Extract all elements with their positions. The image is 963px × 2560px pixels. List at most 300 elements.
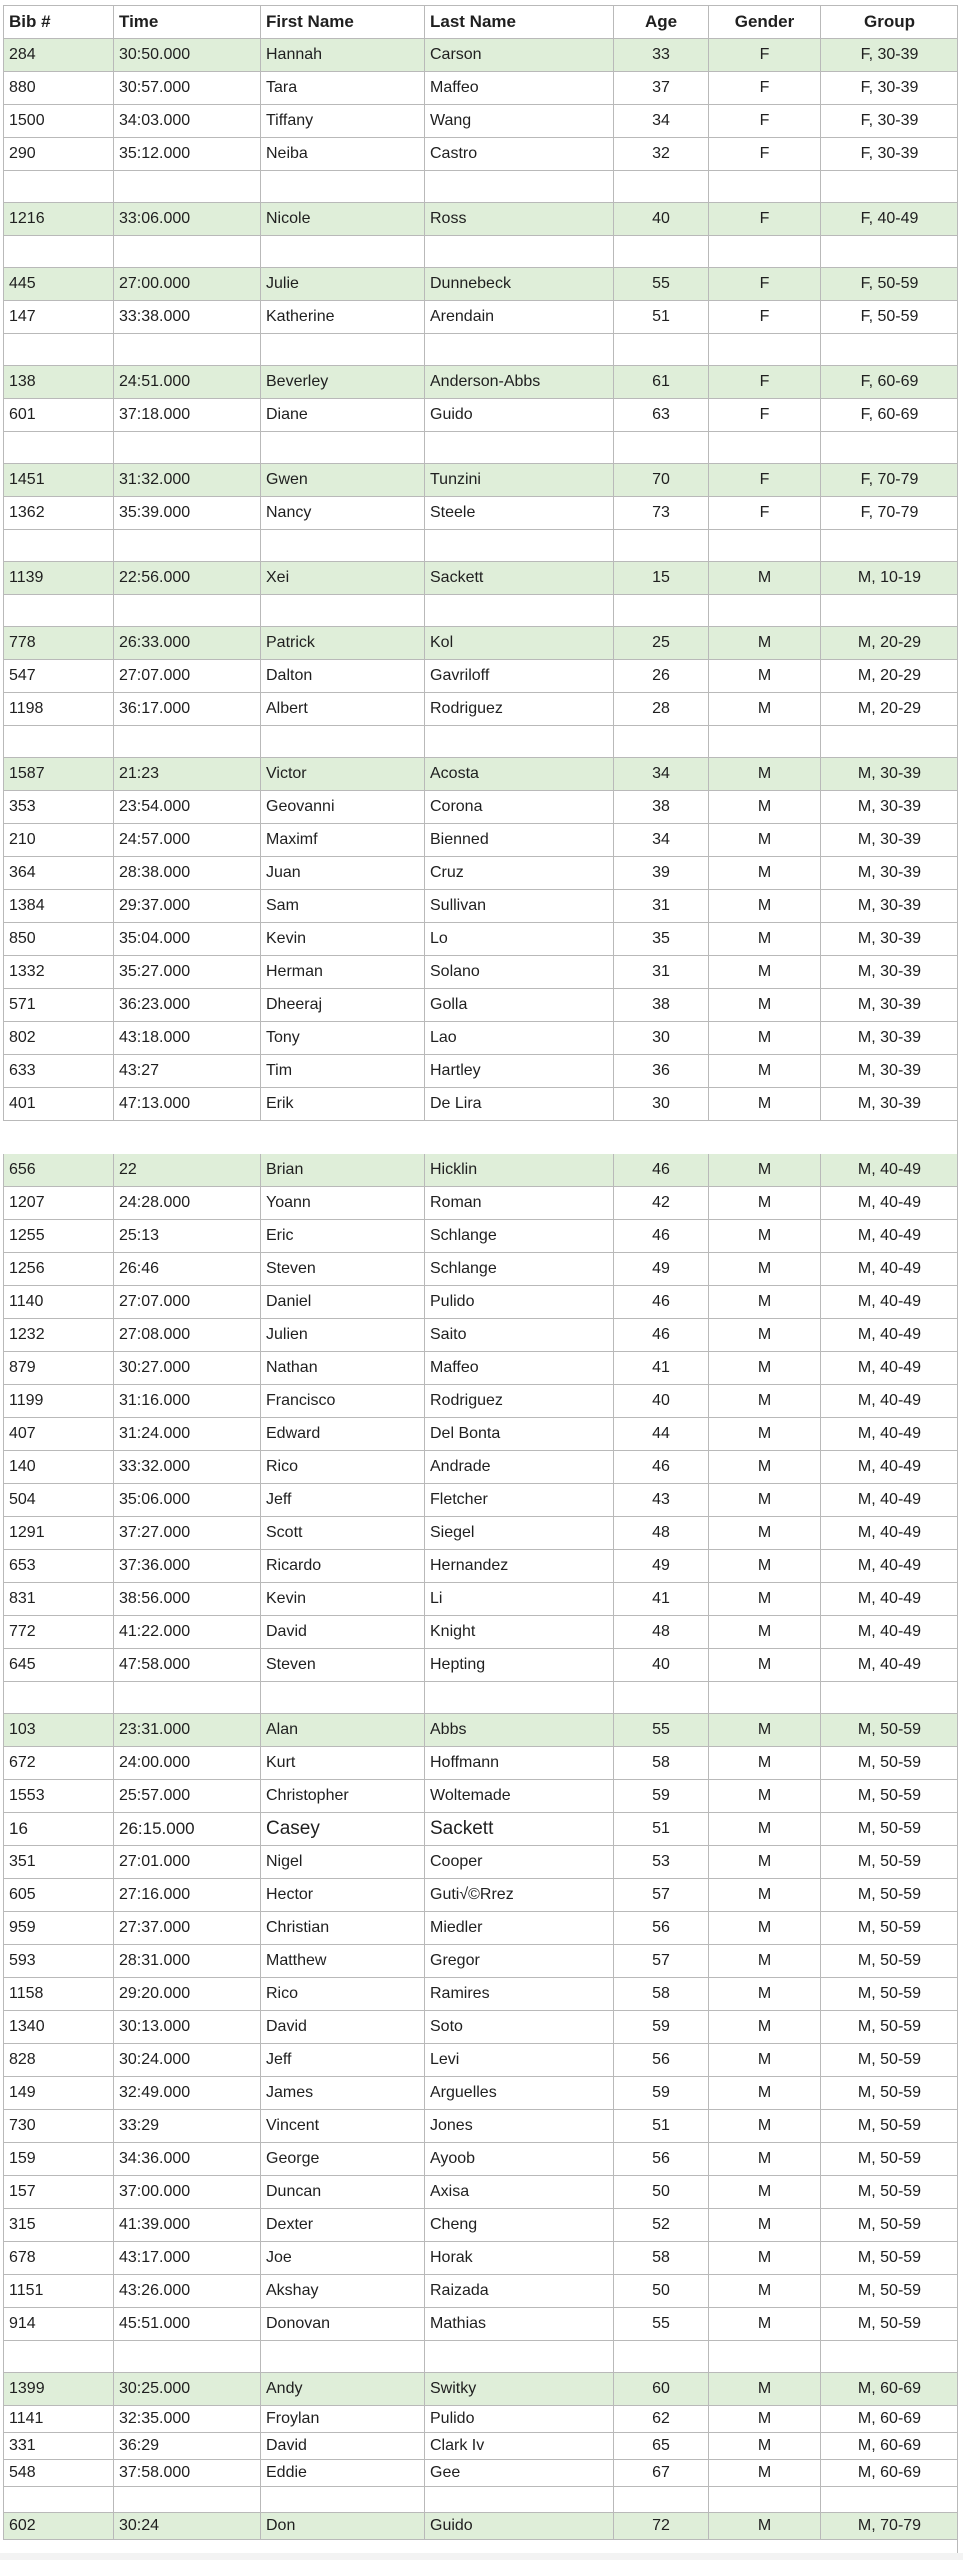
- cell-time[interactable]: 24:57.000: [114, 824, 261, 857]
- cell-gender[interactable]: [709, 1682, 821, 1714]
- header-age[interactable]: Age: [614, 6, 709, 39]
- cell-group[interactable]: F, 50-59: [821, 301, 959, 334]
- cell-last-name[interactable]: Pulido: [425, 2406, 614, 2433]
- cell-first-name[interactable]: Jeff: [261, 1484, 425, 1517]
- cell-first-name[interactable]: Herman: [261, 956, 425, 989]
- cell-bib[interactable]: 1139: [4, 562, 114, 595]
- cell-gender[interactable]: F: [709, 497, 821, 530]
- cell-group[interactable]: F, 30-39: [821, 39, 959, 72]
- cell-gender[interactable]: M: [709, 824, 821, 857]
- cell-bib[interactable]: [4, 2487, 114, 2513]
- cell-last-name[interactable]: Hepting: [425, 1649, 614, 1682]
- cell-time[interactable]: 37:00.000: [114, 2176, 261, 2209]
- cell-time[interactable]: 35:04.000: [114, 923, 261, 956]
- cell-gender[interactable]: M: [709, 1319, 821, 1352]
- cell-group[interactable]: [821, 726, 959, 758]
- cell-gender[interactable]: [709, 334, 821, 366]
- cell-last-name[interactable]: Ayoob: [425, 2143, 614, 2176]
- cell-first-name[interactable]: Kurt: [261, 1747, 425, 1780]
- header-gender[interactable]: Gender: [709, 6, 821, 39]
- cell-last-name[interactable]: [425, 595, 614, 627]
- cell-last-name[interactable]: Switky: [425, 2373, 614, 2406]
- cell-gender[interactable]: M: [709, 1550, 821, 1583]
- cell-last-name[interactable]: Ross: [425, 203, 614, 236]
- cell-age[interactable]: 25: [614, 627, 709, 660]
- cell-gender[interactable]: M: [709, 1055, 821, 1088]
- cell-gender[interactable]: M: [709, 1253, 821, 1286]
- cell-age[interactable]: 38: [614, 989, 709, 1022]
- cell-last-name[interactable]: Gavriloff: [425, 660, 614, 693]
- cell-last-name[interactable]: Golla: [425, 989, 614, 1022]
- cell-bib[interactable]: 138: [4, 366, 114, 399]
- cell-age[interactable]: [614, 334, 709, 366]
- cell-first-name[interactable]: Neiba: [261, 138, 425, 171]
- cell-first-name[interactable]: Victor: [261, 758, 425, 791]
- cell-gender[interactable]: M: [709, 2513, 821, 2540]
- cell-age[interactable]: 32: [614, 138, 709, 171]
- cell-last-name[interactable]: Cooper: [425, 1846, 614, 1879]
- cell-gender[interactable]: M: [709, 1088, 821, 1121]
- cell-age[interactable]: 46: [614, 1154, 709, 1187]
- cell-age[interactable]: 43: [614, 1484, 709, 1517]
- cell-time[interactable]: 24:51.000: [114, 366, 261, 399]
- cell-gender[interactable]: F: [709, 105, 821, 138]
- cell-gender[interactable]: [709, 726, 821, 758]
- cell-age[interactable]: 39: [614, 857, 709, 890]
- cell-first-name[interactable]: Kevin: [261, 1583, 425, 1616]
- cell-group[interactable]: M, 50-59: [821, 2176, 959, 2209]
- cell-last-name[interactable]: Arguelles: [425, 2077, 614, 2110]
- cell-time[interactable]: [114, 530, 261, 562]
- cell-first-name[interactable]: Sam: [261, 890, 425, 923]
- header-last-name[interactable]: Last Name: [425, 6, 614, 39]
- cell-gender[interactable]: M: [709, 1352, 821, 1385]
- cell-age[interactable]: 49: [614, 1253, 709, 1286]
- cell-last-name[interactable]: Schlange: [425, 1220, 614, 1253]
- cell-bib[interactable]: 645: [4, 1649, 114, 1682]
- cell-age[interactable]: 38: [614, 791, 709, 824]
- cell-age[interactable]: 34: [614, 758, 709, 791]
- cell-gender[interactable]: M: [709, 923, 821, 956]
- cell-group[interactable]: [821, 1121, 959, 1154]
- cell-time[interactable]: 35:06.000: [114, 1484, 261, 1517]
- cell-age[interactable]: 46: [614, 1220, 709, 1253]
- cell-first-name[interactable]: Andy: [261, 2373, 425, 2406]
- cell-bib[interactable]: [4, 236, 114, 268]
- cell-bib[interactable]: 914: [4, 2308, 114, 2341]
- cell-gender[interactable]: M: [709, 1418, 821, 1451]
- cell-age[interactable]: 56: [614, 2143, 709, 2176]
- cell-age[interactable]: 51: [614, 2110, 709, 2143]
- cell-age[interactable]: 51: [614, 1813, 709, 1846]
- cell-group[interactable]: F, 60-69: [821, 399, 959, 432]
- cell-time[interactable]: 24:00.000: [114, 1747, 261, 1780]
- cell-first-name[interactable]: David: [261, 2011, 425, 2044]
- cell-gender[interactable]: M: [709, 1484, 821, 1517]
- cell-first-name[interactable]: Matthew: [261, 1945, 425, 1978]
- cell-time[interactable]: 41:22.000: [114, 1616, 261, 1649]
- cell-gender[interactable]: M: [709, 2143, 821, 2176]
- cell-gender[interactable]: M: [709, 2242, 821, 2275]
- cell-age[interactable]: [614, 236, 709, 268]
- cell-gender[interactable]: [709, 595, 821, 627]
- cell-gender[interactable]: F: [709, 138, 821, 171]
- cell-age[interactable]: 33: [614, 39, 709, 72]
- cell-time[interactable]: [114, 171, 261, 203]
- cell-age[interactable]: 59: [614, 2077, 709, 2110]
- cell-first-name[interactable]: Maximf: [261, 824, 425, 857]
- cell-first-name[interactable]: Rico: [261, 1451, 425, 1484]
- cell-group[interactable]: F, 70-79: [821, 497, 959, 530]
- cell-first-name[interactable]: [261, 1682, 425, 1714]
- cell-gender[interactable]: M: [709, 1286, 821, 1319]
- cell-first-name[interactable]: Nathan: [261, 1352, 425, 1385]
- cell-first-name[interactable]: Steven: [261, 1253, 425, 1286]
- cell-age[interactable]: 30: [614, 1022, 709, 1055]
- cell-group[interactable]: M, 50-59: [821, 2044, 959, 2077]
- cell-gender[interactable]: [709, 236, 821, 268]
- cell-gender[interactable]: M: [709, 956, 821, 989]
- cell-last-name[interactable]: [425, 236, 614, 268]
- cell-bib[interactable]: 879: [4, 1352, 114, 1385]
- cell-bib[interactable]: 1151: [4, 2275, 114, 2308]
- cell-time[interactable]: 31:32.000: [114, 464, 261, 497]
- cell-bib[interactable]: 147: [4, 301, 114, 334]
- cell-last-name[interactable]: Castro: [425, 138, 614, 171]
- cell-age[interactable]: 60: [614, 2373, 709, 2406]
- cell-group[interactable]: M, 10-19: [821, 562, 959, 595]
- cell-group[interactable]: [821, 334, 959, 366]
- cell-age[interactable]: [614, 171, 709, 203]
- cell-last-name[interactable]: Hoffmann: [425, 1747, 614, 1780]
- cell-time[interactable]: 43:17.000: [114, 2242, 261, 2275]
- cell-first-name[interactable]: Eric: [261, 1220, 425, 1253]
- cell-group[interactable]: M, 50-59: [821, 1978, 959, 2011]
- cell-time[interactable]: 43:27: [114, 1055, 261, 1088]
- cell-time[interactable]: [114, 595, 261, 627]
- cell-group[interactable]: F, 40-49: [821, 203, 959, 236]
- cell-group[interactable]: M, 40-49: [821, 1550, 959, 1583]
- cell-last-name[interactable]: Del Bonta: [425, 1418, 614, 1451]
- cell-last-name[interactable]: Dunnebeck: [425, 268, 614, 301]
- cell-gender[interactable]: M: [709, 2406, 821, 2433]
- cell-group[interactable]: M, 30-39: [821, 989, 959, 1022]
- cell-bib[interactable]: 157: [4, 2176, 114, 2209]
- cell-age[interactable]: [614, 1121, 709, 1154]
- cell-first-name[interactable]: Erik: [261, 1088, 425, 1121]
- cell-bib[interactable]: 364: [4, 857, 114, 890]
- cell-age[interactable]: 61: [614, 366, 709, 399]
- cell-bib[interactable]: 1332: [4, 956, 114, 989]
- cell-last-name[interactable]: Wang: [425, 105, 614, 138]
- cell-bib[interactable]: 1362: [4, 497, 114, 530]
- cell-gender[interactable]: M: [709, 2110, 821, 2143]
- cell-time[interactable]: 27:16.000: [114, 1879, 261, 1912]
- cell-age[interactable]: 40: [614, 1385, 709, 1418]
- cell-group[interactable]: M, 30-39: [821, 791, 959, 824]
- cell-last-name[interactable]: Anderson-Abbs: [425, 366, 614, 399]
- cell-first-name[interactable]: Kevin: [261, 923, 425, 956]
- cell-last-name[interactable]: Levi: [425, 2044, 614, 2077]
- cell-gender[interactable]: M: [709, 1022, 821, 1055]
- cell-bib[interactable]: 880: [4, 72, 114, 105]
- cell-bib[interactable]: 548: [4, 2460, 114, 2487]
- cell-first-name[interactable]: Scott: [261, 1517, 425, 1550]
- cell-time[interactable]: 31:24.000: [114, 1418, 261, 1451]
- cell-first-name[interactable]: Christian: [261, 1912, 425, 1945]
- cell-gender[interactable]: M: [709, 1220, 821, 1253]
- cell-age[interactable]: 59: [614, 2011, 709, 2044]
- cell-time[interactable]: 36:23.000: [114, 989, 261, 1022]
- cell-gender[interactable]: M: [709, 1978, 821, 2011]
- cell-time[interactable]: 26:15.000: [114, 1813, 261, 1846]
- cell-time[interactable]: 22: [114, 1154, 261, 1187]
- cell-last-name[interactable]: Siegel: [425, 1517, 614, 1550]
- cell-time[interactable]: 45:51.000: [114, 2308, 261, 2341]
- cell-bib[interactable]: 653: [4, 1550, 114, 1583]
- cell-group[interactable]: M, 30-39: [821, 890, 959, 923]
- cell-age[interactable]: 73: [614, 497, 709, 530]
- cell-group[interactable]: M, 50-59: [821, 2110, 959, 2143]
- cell-bib[interactable]: [4, 726, 114, 758]
- cell-time[interactable]: 27:00.000: [114, 268, 261, 301]
- cell-gender[interactable]: M: [709, 1879, 821, 1912]
- cell-group[interactable]: M, 50-59: [821, 1780, 959, 1813]
- cell-bib[interactable]: 407: [4, 1418, 114, 1451]
- cell-bib[interactable]: 1141: [4, 2406, 114, 2433]
- cell-gender[interactable]: M: [709, 2176, 821, 2209]
- cell-first-name[interactable]: Alan: [261, 1714, 425, 1747]
- cell-bib[interactable]: 850: [4, 923, 114, 956]
- cell-gender[interactable]: M: [709, 989, 821, 1022]
- cell-age[interactable]: 40: [614, 203, 709, 236]
- cell-time[interactable]: 30:27.000: [114, 1352, 261, 1385]
- cell-time[interactable]: 47:13.000: [114, 1088, 261, 1121]
- cell-first-name[interactable]: [261, 171, 425, 203]
- cell-gender[interactable]: M: [709, 1517, 821, 1550]
- cell-bib[interactable]: [4, 1121, 114, 1154]
- cell-time[interactable]: 32:49.000: [114, 2077, 261, 2110]
- cell-time[interactable]: 25:57.000: [114, 1780, 261, 1813]
- cell-age[interactable]: 58: [614, 2242, 709, 2275]
- cell-bib[interactable]: 1399: [4, 2373, 114, 2406]
- cell-first-name[interactable]: Albert: [261, 693, 425, 726]
- cell-time[interactable]: 21:23: [114, 758, 261, 791]
- cell-last-name[interactable]: [425, 726, 614, 758]
- cell-first-name[interactable]: Geovanni: [261, 791, 425, 824]
- cell-gender[interactable]: M: [709, 2209, 821, 2242]
- cell-age[interactable]: 55: [614, 1714, 709, 1747]
- cell-age[interactable]: 57: [614, 1945, 709, 1978]
- cell-first-name[interactable]: Xei: [261, 562, 425, 595]
- cell-first-name[interactable]: Tara: [261, 72, 425, 105]
- cell-gender[interactable]: F: [709, 301, 821, 334]
- cell-last-name[interactable]: De Lira: [425, 1088, 614, 1121]
- cell-bib[interactable]: 959: [4, 1912, 114, 1945]
- cell-group[interactable]: M, 30-39: [821, 824, 959, 857]
- cell-age[interactable]: 30: [614, 1088, 709, 1121]
- cell-group[interactable]: M, 60-69: [821, 2433, 959, 2460]
- cell-age[interactable]: 62: [614, 2406, 709, 2433]
- cell-group[interactable]: M, 50-59: [821, 2308, 959, 2341]
- cell-time[interactable]: 27:01.000: [114, 1846, 261, 1879]
- cell-group[interactable]: [821, 432, 959, 464]
- cell-gender[interactable]: M: [709, 890, 821, 923]
- cell-gender[interactable]: M: [709, 2308, 821, 2341]
- cell-first-name[interactable]: [261, 530, 425, 562]
- cell-age[interactable]: 58: [614, 1978, 709, 2011]
- cell-time[interactable]: 36:29: [114, 2433, 261, 2460]
- cell-time[interactable]: [114, 236, 261, 268]
- cell-first-name[interactable]: [261, 726, 425, 758]
- cell-last-name[interactable]: Maffeo: [425, 72, 614, 105]
- cell-time[interactable]: [114, 2487, 261, 2513]
- cell-age[interactable]: [614, 595, 709, 627]
- cell-last-name[interactable]: [425, 1682, 614, 1714]
- cell-group[interactable]: F, 50-59: [821, 268, 959, 301]
- cell-bib[interactable]: 315: [4, 2209, 114, 2242]
- cell-last-name[interactable]: Soto: [425, 2011, 614, 2044]
- cell-first-name[interactable]: Diane: [261, 399, 425, 432]
- cell-group[interactable]: M, 40-49: [821, 1319, 959, 1352]
- cell-first-name[interactable]: Gwen: [261, 464, 425, 497]
- cell-first-name[interactable]: Casey: [261, 1813, 425, 1846]
- cell-first-name[interactable]: David: [261, 1616, 425, 1649]
- cell-group[interactable]: [821, 1682, 959, 1714]
- cell-age[interactable]: 52: [614, 2209, 709, 2242]
- cell-age[interactable]: 58: [614, 1747, 709, 1780]
- cell-time[interactable]: [114, 2341, 261, 2373]
- cell-bib[interactable]: 1207: [4, 1187, 114, 1220]
- cell-last-name[interactable]: Cruz: [425, 857, 614, 890]
- cell-last-name[interactable]: Jones: [425, 2110, 614, 2143]
- cell-bib[interactable]: 1451: [4, 464, 114, 497]
- cell-group[interactable]: M, 30-39: [821, 923, 959, 956]
- cell-first-name[interactable]: Don: [261, 2513, 425, 2540]
- cell-group[interactable]: M, 50-59: [821, 2143, 959, 2176]
- cell-first-name[interactable]: Tiffany: [261, 105, 425, 138]
- cell-last-name[interactable]: Tunzini: [425, 464, 614, 497]
- cell-time[interactable]: 28:31.000: [114, 1945, 261, 1978]
- cell-group[interactable]: M, 50-59: [821, 2011, 959, 2044]
- cell-age[interactable]: 56: [614, 1912, 709, 1945]
- cell-time[interactable]: 43:26.000: [114, 2275, 261, 2308]
- cell-age[interactable]: 50: [614, 2176, 709, 2209]
- cell-time[interactable]: [114, 726, 261, 758]
- cell-last-name[interactable]: [425, 2487, 614, 2513]
- cell-gender[interactable]: M: [709, 758, 821, 791]
- cell-age[interactable]: 55: [614, 268, 709, 301]
- cell-bib[interactable]: 601: [4, 399, 114, 432]
- cell-bib[interactable]: [4, 171, 114, 203]
- cell-last-name[interactable]: [425, 334, 614, 366]
- cell-first-name[interactable]: Dheeraj: [261, 989, 425, 1022]
- cell-age[interactable]: 53: [614, 1846, 709, 1879]
- cell-bib[interactable]: 1500: [4, 105, 114, 138]
- cell-gender[interactable]: [709, 1121, 821, 1154]
- cell-last-name[interactable]: Clark Iv: [425, 2433, 614, 2460]
- cell-gender[interactable]: M: [709, 1583, 821, 1616]
- cell-group[interactable]: M, 40-49: [821, 1385, 959, 1418]
- cell-gender[interactable]: F: [709, 464, 821, 497]
- cell-first-name[interactable]: Duncan: [261, 2176, 425, 2209]
- cell-group[interactable]: M, 30-39: [821, 1022, 959, 1055]
- cell-gender[interactable]: M: [709, 1616, 821, 1649]
- cell-age[interactable]: 57: [614, 1879, 709, 1912]
- cell-time[interactable]: [114, 334, 261, 366]
- cell-first-name[interactable]: Eddie: [261, 2460, 425, 2487]
- cell-bib[interactable]: [4, 334, 114, 366]
- cell-first-name[interactable]: Francisco: [261, 1385, 425, 1418]
- cell-last-name[interactable]: Solano: [425, 956, 614, 989]
- cell-last-name[interactable]: Hernandez: [425, 1550, 614, 1583]
- cell-gender[interactable]: [709, 2341, 821, 2373]
- cell-time[interactable]: 30:24: [114, 2513, 261, 2540]
- cell-group[interactable]: F, 30-39: [821, 138, 959, 171]
- cell-last-name[interactable]: Schlange: [425, 1253, 614, 1286]
- cell-group[interactable]: M, 30-39: [821, 1055, 959, 1088]
- cell-age[interactable]: 31: [614, 956, 709, 989]
- cell-first-name[interactable]: Tony: [261, 1022, 425, 1055]
- cell-first-name[interactable]: Julien: [261, 1319, 425, 1352]
- cell-group[interactable]: M, 50-59: [821, 2275, 959, 2308]
- cell-last-name[interactable]: Abbs: [425, 1714, 614, 1747]
- cell-age[interactable]: 34: [614, 824, 709, 857]
- cell-gender[interactable]: [709, 432, 821, 464]
- cell-age[interactable]: 44: [614, 1418, 709, 1451]
- cell-bib[interactable]: 678: [4, 2242, 114, 2275]
- cell-gender[interactable]: M: [709, 2011, 821, 2044]
- cell-last-name[interactable]: Acosta: [425, 758, 614, 791]
- cell-gender[interactable]: [709, 530, 821, 562]
- cell-bib[interactable]: 605: [4, 1879, 114, 1912]
- cell-gender[interactable]: M: [709, 627, 821, 660]
- cell-bib[interactable]: 445: [4, 268, 114, 301]
- cell-group[interactable]: [821, 2487, 959, 2513]
- cell-bib[interactable]: 401: [4, 1088, 114, 1121]
- cell-bib[interactable]: [4, 2341, 114, 2373]
- cell-time[interactable]: 38:56.000: [114, 1583, 261, 1616]
- cell-last-name[interactable]: Saito: [425, 1319, 614, 1352]
- cell-first-name[interactable]: Froylan: [261, 2406, 425, 2433]
- cell-last-name[interactable]: Rodriguez: [425, 1385, 614, 1418]
- cell-group[interactable]: M, 40-49: [821, 1187, 959, 1220]
- cell-first-name[interactable]: Yoann: [261, 1187, 425, 1220]
- cell-group[interactable]: M, 30-39: [821, 758, 959, 791]
- cell-time[interactable]: 33:32.000: [114, 1451, 261, 1484]
- cell-first-name[interactable]: [261, 2341, 425, 2373]
- cell-bib[interactable]: 1553: [4, 1780, 114, 1813]
- cell-last-name[interactable]: [425, 1121, 614, 1154]
- cell-bib[interactable]: 140: [4, 1451, 114, 1484]
- cell-bib[interactable]: 1140: [4, 1286, 114, 1319]
- cell-group[interactable]: F, 30-39: [821, 72, 959, 105]
- cell-group[interactable]: M, 40-49: [821, 1352, 959, 1385]
- cell-time[interactable]: 30:13.000: [114, 2011, 261, 2044]
- cell-bib[interactable]: 730: [4, 2110, 114, 2143]
- cell-gender[interactable]: F: [709, 268, 821, 301]
- cell-bib[interactable]: 284: [4, 39, 114, 72]
- cell-age[interactable]: 28: [614, 693, 709, 726]
- cell-last-name[interactable]: Sackett: [425, 1813, 614, 1846]
- cell-time[interactable]: 32:35.000: [114, 2406, 261, 2433]
- cell-bib[interactable]: 103: [4, 1714, 114, 1747]
- header-group[interactable]: Group: [821, 6, 959, 39]
- cell-gender[interactable]: M: [709, 1846, 821, 1879]
- cell-last-name[interactable]: Knight: [425, 1616, 614, 1649]
- cell-first-name[interactable]: Edward: [261, 1418, 425, 1451]
- cell-group[interactable]: [821, 530, 959, 562]
